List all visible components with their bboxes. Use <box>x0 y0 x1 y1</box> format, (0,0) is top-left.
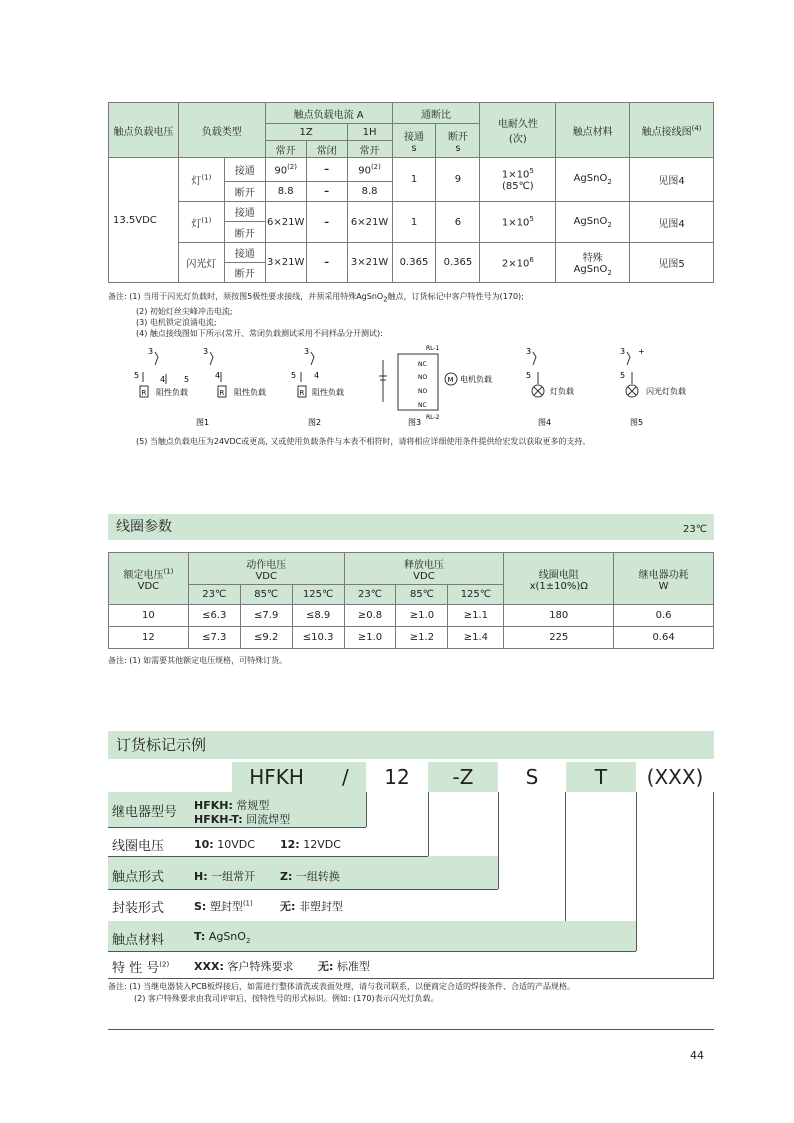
value-cell: 0.365 <box>436 243 480 283</box>
pin-label: 5 <box>526 371 532 380</box>
load-type-lamp: 灯$^{(1)}$ <box>178 158 224 202</box>
cell: ≥1.0 <box>344 627 396 649</box>
cell: ≤6.3 <box>188 605 240 627</box>
coil-section-header: 线圈参数 <box>108 514 714 540</box>
value-cell: 1 <box>392 158 436 202</box>
fig5-diagram <box>620 347 686 427</box>
coil-header-power: 继电器功耗 W <box>614 553 714 605</box>
fig-label: 图1 <box>196 418 210 427</box>
fig1-diagram <box>134 347 266 427</box>
order-note-2: (2) 客户特殊要求由我司评审后，按特性号的形式标识。例如: (170)表示闪光灯负载。 <box>134 994 439 1003</box>
svg-text:NO: NO <box>418 374 428 381</box>
svg-text:R: R <box>219 389 225 397</box>
code-box-contact: -Z <box>428 762 498 792</box>
pin-label: 3 <box>526 347 532 356</box>
table-row <box>109 605 714 627</box>
order-note-1: 备注: (1) 当继电器装入PCB板焊接后，如需进行整体清洗或表面处理，请与我司联系，以便商定合适的焊接条件、合适的产品规格。 <box>108 982 576 991</box>
cell: 0.64 <box>614 627 714 649</box>
value-special-none: 无: 标准型 <box>318 960 370 973</box>
load-label: 电机负载 <box>460 375 492 384</box>
value-coil-12: 12: 12VDC <box>280 838 341 851</box>
cell: ≥1.4 <box>448 627 504 649</box>
code-enclosure: S <box>525 765 539 789</box>
pin-label: 4 <box>160 375 166 384</box>
note-5: (5) 当触点负载电压为24VDC或更高, 又或使用负载条件与本表不相符时，请将相应详细使用条件提供给宏发以获取更多的支持。 <box>136 437 591 446</box>
header-load-type: 负载类型 <box>178 103 265 158</box>
svg-text:R: R <box>141 389 147 397</box>
field-contact-form: 触点形式 <box>112 870 165 885</box>
header-1h: 1H <box>347 124 392 141</box>
temp-header: 85℃ <box>396 585 448 605</box>
order-section-header: 订货标记示例 <box>108 731 714 759</box>
header-no: 常开 <box>265 141 306 158</box>
value-cell: 9 <box>436 158 480 202</box>
value-enclosure-s: S: 塑封型$^{(1)}$ <box>194 899 253 913</box>
note-3: (3) 电机锁定浪涌电流; <box>136 317 217 327</box>
value-cell: 见图4 <box>630 158 714 202</box>
on-label: 接通 <box>224 202 265 222</box>
cell: 12 <box>109 627 189 649</box>
coil-note: 备注: (1) 如需要其他额定电压规格，可特殊订货。 <box>108 656 288 665</box>
plus-label: + <box>638 347 645 356</box>
value-cell: 3×21W <box>347 243 392 283</box>
on-label: 接通 <box>224 243 265 263</box>
fig2-diagram <box>291 347 344 427</box>
header-ratio: 通断比 <box>392 103 480 124</box>
header-1z: 1Z <box>265 124 347 141</box>
pin-label: 5 <box>291 371 297 380</box>
temp-header: 23℃ <box>188 585 240 605</box>
value-cell: 90$^{(2)}$ <box>347 158 392 182</box>
code-box-model: HFKH / <box>232 762 366 792</box>
on-label: 接通 <box>224 158 265 182</box>
svg-text:R: R <box>299 389 305 397</box>
header-life: 电耐久性 (次) <box>480 103 556 158</box>
temp-header: 85℃ <box>240 585 292 605</box>
value-cell: – <box>306 202 347 243</box>
value-cell: – <box>306 158 347 182</box>
field-block-5 <box>108 921 636 952</box>
fig3-diagram <box>379 345 492 427</box>
code-voltage: 12 <box>384 765 410 789</box>
pin-label: 3 <box>148 347 154 356</box>
value-cell: 见图4 <box>630 202 714 243</box>
off-label: 断开 <box>224 263 265 283</box>
fig-label: 图5 <box>630 418 644 427</box>
value-cell: 6 <box>436 202 480 243</box>
value-enclosure-none: 无: 非塑封型 <box>280 900 343 913</box>
off-label: 断开 <box>224 222 265 243</box>
load-type-lamp: 灯$^{(1)}$ <box>178 202 224 243</box>
load-label: 闪光灯负载 <box>646 387 686 396</box>
value-cell: 6×21W <box>265 202 306 243</box>
note-2: (2) 初始灯丝尖峰冲击电流; <box>136 306 233 316</box>
header-no2: 常开 <box>347 141 392 158</box>
svg-text:NC: NC <box>418 402 427 409</box>
cell: ≤9.2 <box>240 627 292 649</box>
coil-header-pickup: 动作电压 VDC <box>188 553 344 585</box>
cell: ≥0.8 <box>344 605 396 627</box>
header-current: 触点负载电流 A <box>265 103 392 124</box>
coil-table <box>108 552 714 649</box>
header-nc: 常闭 <box>306 141 347 158</box>
note-4: (4) 触点接线图如下所示(常开、常闭负载测试采用不同样品分开测试): <box>136 328 383 338</box>
svg-text:NO: NO <box>418 388 428 395</box>
field-model: 继电器型号 <box>112 805 178 820</box>
value-cell: AgSnO$_2$ <box>556 202 630 243</box>
wiring-diagrams <box>108 340 728 432</box>
value-cell: 0.365 <box>392 243 436 283</box>
value-contact-z: Z: 一组转换 <box>280 870 340 883</box>
cell: ≤8.9 <box>292 605 344 627</box>
cell: ≥1.0 <box>396 605 448 627</box>
value-special-xxx: XXX: 客户特殊要求 <box>194 960 294 973</box>
code-special: (XXX) <box>646 765 704 789</box>
cell: 10 <box>109 605 189 627</box>
value-cell: 1 <box>392 202 436 243</box>
value-model-std: HFKH: 常规型 <box>194 799 270 812</box>
cell: 180 <box>504 605 614 627</box>
field-enclosure: 封装形式 <box>112 901 165 916</box>
value-cell: 8.8 <box>265 182 306 202</box>
value-cell: $2\times 10^6$ <box>480 243 556 283</box>
pin-label: 3 <box>304 347 310 356</box>
cell: ≤10.3 <box>292 627 344 649</box>
cell: ≥1.1 <box>448 605 504 627</box>
value-cell: 见图5 <box>630 243 714 283</box>
voltage-cell: 13.5VDC <box>109 158 179 283</box>
cell: ≤7.3 <box>188 627 240 649</box>
footer-rule <box>108 1029 714 1030</box>
table-row <box>109 627 714 649</box>
value-model-reflow: HFKH-T: 回流焊型 <box>194 813 291 826</box>
fig4-diagram <box>526 347 574 427</box>
cell: 225 <box>504 627 614 649</box>
cell: 0.6 <box>614 605 714 627</box>
svg-text:RL-1: RL-1 <box>426 345 440 352</box>
note-1: 备注: (1) 当用于闪光灯负载时，须按图5极性要求接线，并须采用特殊AgSnO$_2$触点，订货标记中客户特性号为(170); <box>108 292 524 304</box>
load-label: 阻性负载 <box>312 388 344 397</box>
cell: ≥1.2 <box>396 627 448 649</box>
coil-header-rated: 额定电压$^{(1)}$ VDC <box>109 553 189 605</box>
value-cell: 90$^{(2)}$ <box>265 158 306 182</box>
value-coil-10: 10: 10VDC <box>194 838 255 851</box>
notes-block <box>108 291 728 339</box>
off-label: 断开 <box>224 182 265 202</box>
header-on: 接通 s <box>392 124 436 158</box>
pin-label: 3 <box>203 347 209 356</box>
temp-header: 125℃ <box>448 585 504 605</box>
cell: ≤7.9 <box>240 605 292 627</box>
value-cell: – <box>306 243 347 283</box>
fig-label: 图4 <box>538 418 552 427</box>
header-off: 断开 s <box>436 124 480 158</box>
value-cell: 特殊 AgSnO$_2$ <box>556 243 630 283</box>
fig-label: 图2 <box>308 418 322 427</box>
load-label: 灯负载 <box>550 387 574 396</box>
value-cell: 3×21W <box>265 243 306 283</box>
pin-label: 4 <box>215 371 221 380</box>
header-material: 触点材料 <box>556 103 630 158</box>
header-voltage: 触点负载电压 <box>109 103 179 158</box>
value-cell: AgSnO$_2$ <box>556 158 630 202</box>
value-cell: 6×21W <box>347 202 392 243</box>
value-cell: 8.8 <box>347 182 392 202</box>
value-cell: $1\times 10^5$ <box>480 202 556 243</box>
contact-data-table <box>108 102 714 283</box>
fig-label: 图3 <box>408 418 422 427</box>
value-cell: $1\times 10^5$ (85℃) <box>480 158 556 202</box>
svg-text:M: M <box>447 376 454 384</box>
pin-label: 5 <box>184 375 190 384</box>
header-wiring: 触点接线图$^{(4)}$ <box>630 103 714 158</box>
pin-label: 5 <box>620 371 626 380</box>
pin-label: 3 <box>620 347 626 356</box>
pin-label: 5 <box>134 371 140 380</box>
field-contact-material: 触点材料 <box>112 933 165 948</box>
field-special-code: 特 性 号$^{(2)}$ <box>112 960 170 976</box>
coil-header-drop: 释放电压 VDC <box>344 553 504 585</box>
value-contact-h: H: 一组常开 <box>194 870 256 883</box>
load-type-flash: 闪光灯 <box>178 243 224 283</box>
coil-header-resistance: 线圈电阻 x(1±10%)Ω <box>504 553 614 605</box>
load-label: 阻性负载 <box>156 388 188 397</box>
code-box-material: T <box>566 762 636 792</box>
coil-temp: 23℃ <box>683 524 707 535</box>
value-cell: – <box>306 182 347 202</box>
temp-header: 23℃ <box>344 585 396 605</box>
svg-text:RL-2: RL-2 <box>426 414 440 421</box>
temp-header: 125℃ <box>292 585 344 605</box>
svg-text:NC: NC <box>418 361 427 368</box>
page-number: 44 <box>690 1049 704 1062</box>
code-underline <box>108 762 232 793</box>
pin-label: 4 <box>314 371 320 380</box>
field-coil-voltage: 线圈电压 <box>112 839 165 854</box>
load-label: 阻性负载 <box>234 388 266 397</box>
value-material-t: T: AgSnO$_2$ <box>194 930 251 946</box>
